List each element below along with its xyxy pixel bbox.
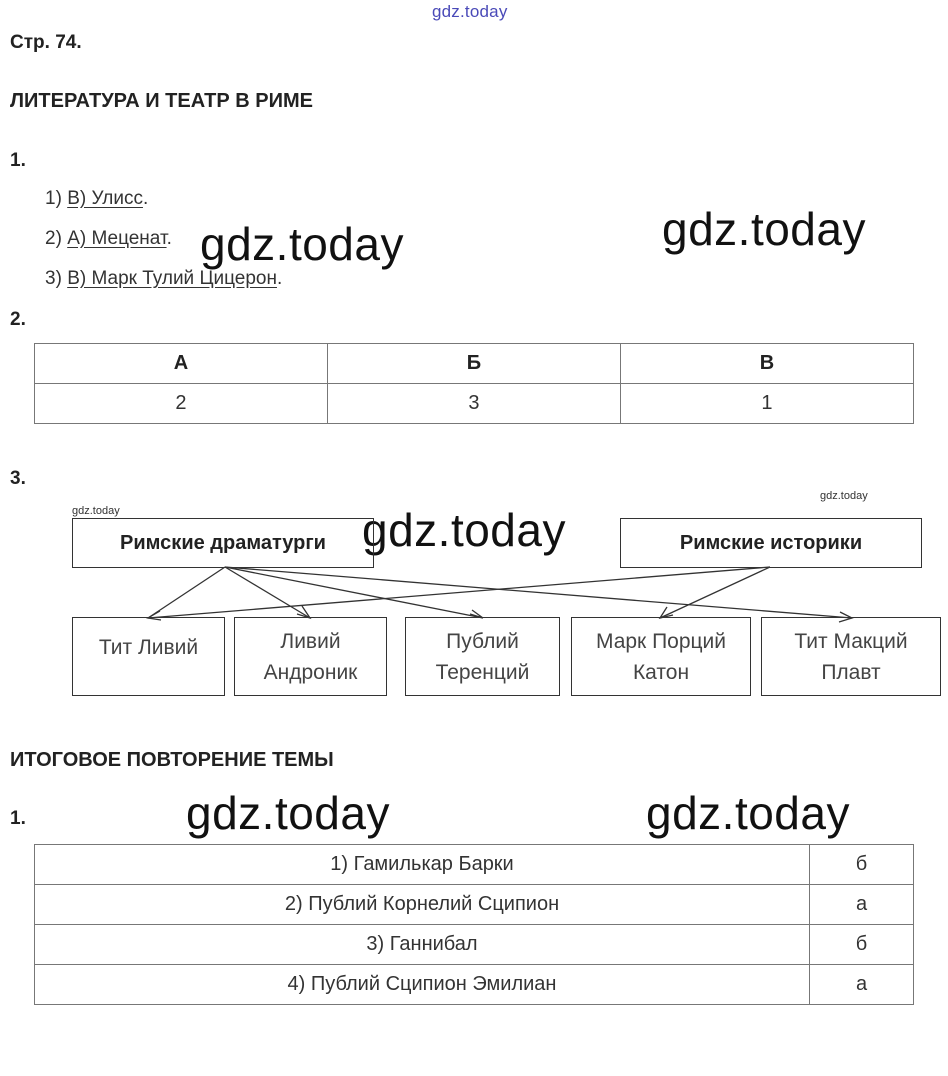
watermark-2: gdz.today — [662, 203, 866, 255]
name-line: Теренций — [435, 660, 530, 684]
answer-3-prefix: 3) — [45, 268, 68, 289]
name-line: Тит Макций — [794, 629, 908, 653]
answer-3-text: В) Марк Тулий Цицерон — [67, 268, 277, 289]
table-header-cell: Б — [327, 344, 620, 384]
name-box-mark-portsiy-katon — [571, 617, 751, 696]
answer-2-prefix: 2) — [45, 228, 68, 249]
name-box-tit-maktsiy-plavt — [761, 617, 941, 696]
name-line: Марк Порций — [595, 629, 727, 653]
table-cell: 1) Гамилькар Барки — [35, 845, 810, 885]
table-header-cell: В — [620, 344, 913, 384]
arrow-line — [148, 567, 225, 618]
name-line: Публий — [446, 629, 519, 653]
watermark-tiny-2: gdz.today — [820, 490, 868, 502]
table-cell: 4) Публий Сципион Эмилиан — [35, 965, 810, 1005]
table-cell: а — [810, 965, 914, 1005]
table-row — [35, 925, 914, 965]
arrow-line — [225, 567, 483, 618]
table-cell: а — [810, 885, 914, 925]
section1-title: ЛИТЕРАТУРА И ТЕАТР В РИМЕ — [10, 90, 313, 112]
watermark-tiny-1: gdz.today — [72, 505, 120, 517]
watermark-4: gdz.today — [186, 787, 390, 839]
name-box-tit-liviy — [72, 617, 225, 696]
group-box-dramatists — [72, 518, 374, 568]
table-cell: 2) Публий Корнелий Сципион — [35, 885, 810, 925]
name-line: Андроник — [263, 660, 358, 684]
answer-1-suffix: . — [142, 188, 149, 209]
section2-task1-number: 1. — [10, 808, 26, 829]
section2-title: ИТОГОВОЕ ПОВТОРЕНИЕ ТЕМЫ — [10, 749, 334, 771]
name-line: Тит Ливий — [98, 636, 199, 659]
group-label-dramatists: Римские драматурги — [120, 531, 326, 554]
section2-task1-table — [34, 844, 914, 1005]
answer-2-suffix: . — [166, 228, 172, 249]
table-row — [35, 885, 914, 925]
name-box-liviy-andronik — [234, 617, 387, 696]
table-row — [35, 845, 914, 885]
task1-number: 1. — [10, 150, 26, 171]
answer-1-prefix: 1) — [45, 188, 68, 209]
group-box-historians — [620, 518, 922, 568]
answer-3-suffix: . — [276, 268, 283, 289]
table-cell: б — [810, 925, 914, 965]
arrow-line — [225, 567, 852, 618]
answer-2-text: А) Меценат — [67, 228, 167, 249]
table-cell: 1 — [620, 384, 913, 424]
name-line: Катон — [632, 660, 690, 684]
watermark-5: gdz.today — [646, 787, 850, 839]
group-label-historians: Римские историки — [679, 531, 863, 554]
name-line: Ливий — [280, 629, 341, 653]
table-row — [35, 965, 914, 1005]
watermark-top: gdz.today — [432, 2, 508, 21]
watermark-3: gdz.today — [362, 504, 566, 556]
task3-number: 3. — [10, 468, 26, 489]
task2-number: 2. — [10, 309, 26, 330]
answer-1-text: В) Улисс — [67, 188, 143, 209]
page-reference: Стр. 74. — [10, 32, 82, 53]
table-cell: б — [810, 845, 914, 885]
table-cell: 3) Ганнибал — [35, 925, 810, 965]
watermark-1: gdz.today — [200, 218, 404, 270]
table-cell: 2 — [35, 384, 328, 424]
name-line: Плавт — [821, 660, 881, 684]
table-header-cell: А — [35, 344, 328, 384]
name-box-publiy-terentsiy — [405, 617, 560, 696]
table-cell: 3 — [327, 384, 620, 424]
